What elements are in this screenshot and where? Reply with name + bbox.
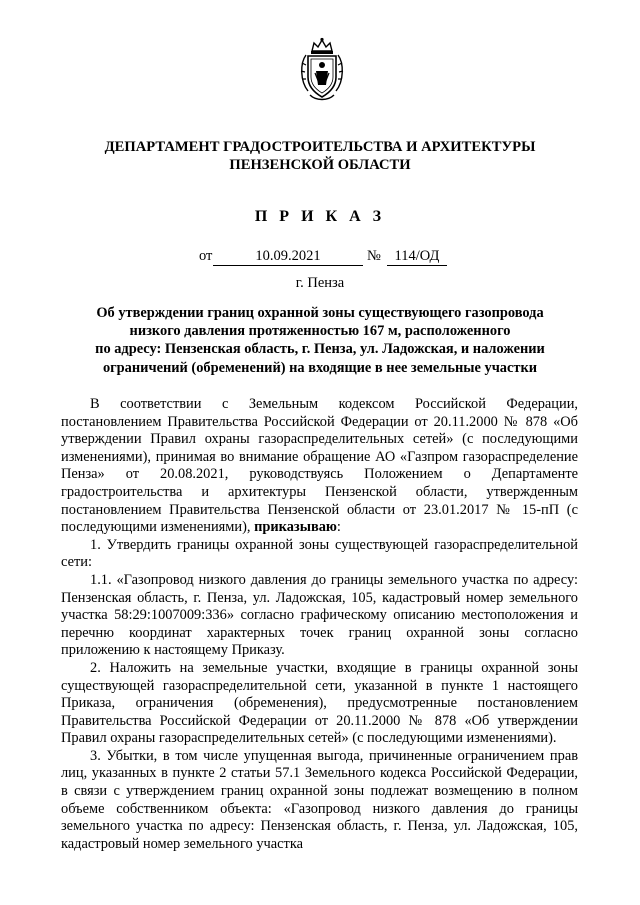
title-line-3: по адресу: Пензенская область, г. Пенза, ул. Ладожская, и наложении	[95, 341, 545, 358]
date-number-line	[0, 248, 640, 268]
department-line-2: ПЕНЗЕНСКОЙ ОБЛАСТИ	[229, 157, 411, 173]
document-type: П Р И К А З	[254, 208, 386, 225]
department-line-1: ДЕПАРТАМЕНТ ГРАДОСТРОИТЕЛЬСТВА И АРХИТЕКТУРЫ	[104, 139, 536, 155]
clause-1-1: 1.1. «Газопровод низкого давления до границы земельного участка по адресу: Пензенская область, г. Пенза, ул. Ладожская, 105, кадастровый номер земельного участка 58:29:1007009:336» согласно графическому описанию местоположения и перечню координат характерных точек границ охранной зоны согласно приложению к настоящему Приказу.	[61, 571, 578, 659]
clause-1: 1. Утвердить границы охранной зоны существующей газораспределительной сети:	[61, 536, 578, 571]
preamble-keyword: приказываю	[254, 519, 337, 536]
penza-coat-of-arms-icon	[296, 37, 348, 103]
title-line-1: Об утверждении границ охранной зоны существующего газопровода	[96, 305, 544, 321]
preamble-paragraph	[61, 396, 578, 537]
preamble-colon: :	[336, 519, 341, 536]
document-date: 10.09.2021	[213, 248, 363, 266]
clause-3: 3. Убытки, в том числе упущенная выгода, причиненные ограничением прав лиц, указанных в пункте 2 статьи 57.1 Земельного кодекса Российской Федерации, в связи с утверждением границ охранной зоны подлежат возмещению в полном объеме собственником объекта: «Газопровод низкого давления до границы земельного участка по адресу: Пензенская область, г. Пенза, ул. Ладожская, 105, кадастровый номер земельного участка	[61, 747, 578, 852]
date-prefix: от	[199, 248, 213, 264]
title-line-4: ограничений (обременений) на входящие в нее земельные участки	[102, 359, 538, 376]
order-body	[61, 396, 578, 853]
title-line-2: низкого давления протяженностью 167 м, расположенного	[129, 323, 511, 340]
clause-2: 2. Наложить на земельные участки, входящие в границы охранной зоны существующей газораспределительной сети, указанной в пункте 1 настоящего Приказа, ограничения (обременения), предусмотренные постановлением Правительства Российской Федерации от 20.11.2000 № 878 «Об утверждении Правил охраны газораспределительных сетей» (с последующими изменениями).	[61, 659, 578, 747]
order-title	[60, 304, 580, 377]
department-name	[60, 138, 580, 174]
preamble-text: В соответствии с Земельным кодексом Российской Федерации, постановлением Правительства Российской Федерации от 20.11.2000 № 878 «Об утверждении Правил охраны газораспределительных сетей» (с последующими изменениями), принимая во внимание обращение АО «Газпром газораспределение Пенза» от 20.08.2021, руководствуясь Положением о Департаменте градостроительства и архитектуры Пензенской области, утвержденным постановлением Правительства Пензенской области от 23.01.2017 № 15-пП (с последующими изменениями),	[61, 396, 578, 536]
document-number: 114/ОД	[387, 248, 447, 266]
city: г. Пенза	[295, 275, 345, 291]
number-prefix: №	[367, 248, 381, 264]
